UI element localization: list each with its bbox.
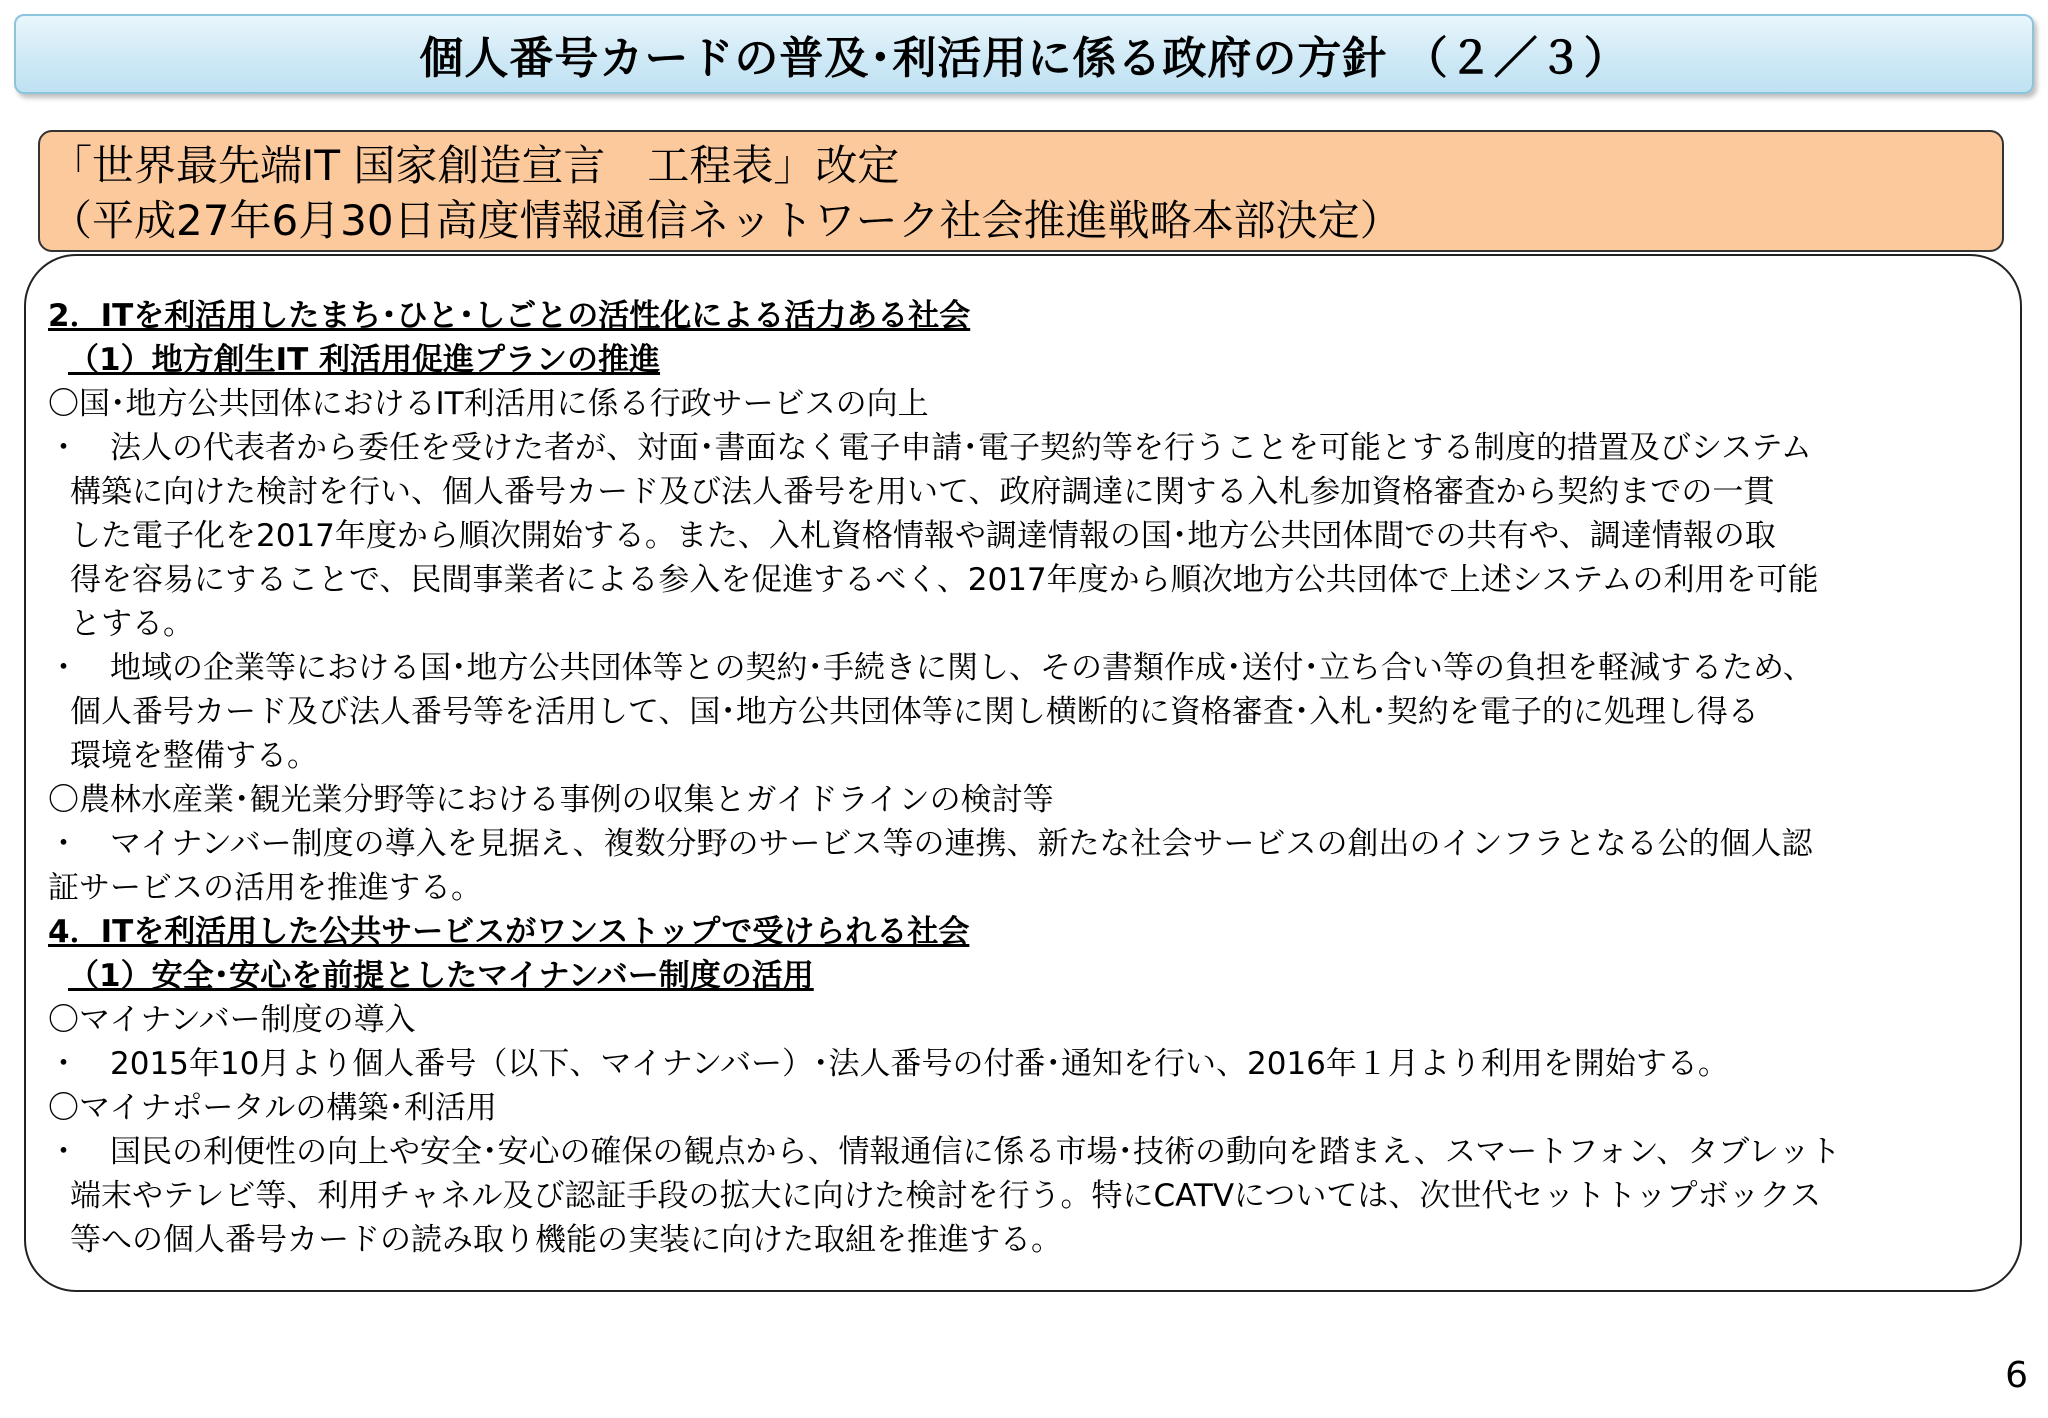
content-box bbox=[24, 254, 2022, 1292]
source-line-1: 「世界最先端IT 国家創造宣言 工程表」改定 bbox=[50, 141, 900, 190]
bullet-line: 得を容易にすることで、民間事業者による参入を促進するべく、2017年度から順次地方公共団体で上述システムの利用を可能 bbox=[70, 562, 1819, 598]
bullet-line: 構築に向けた検討を行い、個人番号カード及び法人番号を用いて、政府調達に関する入札参加資格審査から契約までの一貫 bbox=[70, 474, 1775, 510]
title-bar bbox=[14, 14, 2034, 94]
bullet-line: 個人番号カード及び法人番号等を活用して、国･地方公共団体等に関し横断的に資格審査･入札･契約を電子的に処理し得る bbox=[70, 694, 1759, 730]
item-title: 〇農林水産業･観光業分野等における事例の収集とガイドラインの検討等 bbox=[48, 782, 1054, 818]
source-box bbox=[38, 130, 2004, 252]
section-2-subheading: （1）地方創生IT 利活用促進プランの推進 bbox=[68, 342, 661, 378]
page-number: 6 bbox=[2005, 1355, 2028, 1396]
bullet-line: した電子化を2017年度から順次開始する。また、入札資格情報や調達情報の国･地方公共団体間での共有や、調達情報の取 bbox=[70, 518, 1776, 554]
bullet-line: 端末やテレビ等、利用チャネル及び認証手段の拡大に向けた検討を行う。特にCATVについては、次世代セットトップボックス bbox=[70, 1178, 1822, 1214]
bullet-line: ・ 2015年10月より個人番号（以下、マイナンバー）･法人番号の付番･通知を行い、2016年１月より利用を開始する。 bbox=[48, 1046, 1729, 1082]
bullet-line: とする。 bbox=[70, 606, 194, 642]
bullet-line: ・ 地域の企業等における国･地方公共団体等との契約･手続きに関し、その書類作成･送付･立ち合い等の負担を軽減するため、 bbox=[48, 650, 1814, 686]
source-line-2: （平成27年6月30日高度情報通信ネットワーク社会推進戦略本部決定） bbox=[50, 196, 1402, 245]
section-4-subheading: （1）安全･安心を前提としたマイナンバー制度の活用 bbox=[68, 958, 814, 994]
page-title: 個人番号カードの普及･利活用に係る政府の方針 （２／３） bbox=[419, 33, 1629, 84]
bullet-line: 環境を整備する。 bbox=[70, 738, 318, 774]
section-2-heading: 2．ITを利活用したまち･ひと･しごとの活性化による活力ある社会 bbox=[48, 298, 971, 334]
item-title: 〇マイナポータルの構築･利活用 bbox=[48, 1090, 497, 1126]
bullet-line: ・ 国民の利便性の向上や安全･安心の確保の観点から、情報通信に係る市場･技術の動向を踏まえ、スマートフォン、タブレット bbox=[48, 1134, 1841, 1170]
bullet-line: ・ 法人の代表者から委任を受けた者が、対面･書面なく電子申請･電子契約等を行うことを可能とする制度的措置及びシステム bbox=[48, 430, 1812, 466]
bullet-line: ・ マイナンバー制度の導入を見据え、複数分野のサービス等の連携、新たな社会サービスの創出のインフラとなる公的個人認 bbox=[48, 826, 1813, 862]
item-title: 〇マイナンバー制度の導入 bbox=[48, 1002, 416, 1038]
item-title: 〇国･地方公共団体におけるIT利活用に係る行政サービスの向上 bbox=[48, 386, 929, 422]
section-4-heading: 4．ITを利活用した公共サービスがワンストップで受けられる社会 bbox=[48, 914, 970, 950]
bullet-line: 等への個人番号カードの読み取り機能の実装に向けた取組を推進する。 bbox=[70, 1222, 1062, 1258]
bullet-line: 証サービスの活用を推進する。 bbox=[48, 870, 482, 906]
